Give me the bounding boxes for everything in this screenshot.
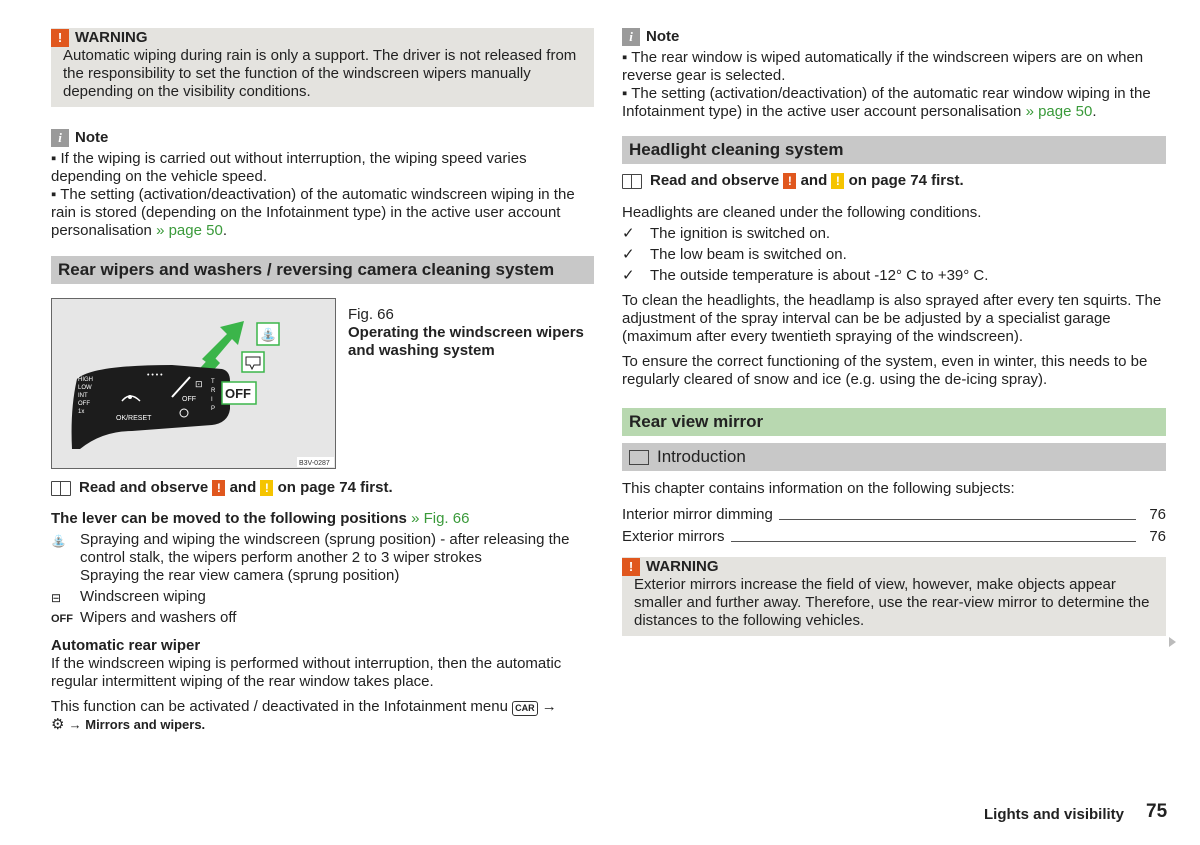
figure-caption-text: Operating the windscreen wipers and washing system [348,324,584,360]
note-icon: i [51,129,69,147]
list-item [51,588,594,606]
note-paragraph: ▪ If the wiping is carried out without interruption, the wiping speed varies depending on the vehicle speed. [51,150,527,186]
spray-wipe-icon: ⛲ [51,534,66,549]
figure-caption [348,306,594,360]
warning-header [51,29,582,47]
right-column [622,28,1166,636]
punctuation: . [1092,103,1097,121]
figure-link[interactable]: » Fig. 66 [411,510,470,528]
warning-title: WARNING [646,558,719,576]
toc-page: 76 [1143,506,1166,524]
check-icon: ✓ [622,267,635,285]
trip-t: T [211,379,215,386]
left-column [51,28,594,734]
headlight-paragraph-2: To ensure the correct functioning of the system, even in winter, this needs to be regularly cleared of snow and ice (e.g. using the de-icing spray). [622,353,1148,389]
wipe-callout [242,352,264,372]
note-header [622,28,1166,46]
check-icon: ✓ [622,225,635,243]
warning-icon: ! [212,480,225,496]
note-text: ▪ The setting (activation/deactivation) of the automatic windscreen wiping in the rain is stored (depending on the Infotainment type) in the active user account personalisation [51,186,575,240]
note-text: ▪ The setting (activation/deactivation) of the automatic rear window wiping in the Infotainment type) in the active user account personalisation [622,85,1151,121]
stalk-label-off: OFF [78,401,90,408]
check-item [622,267,1166,285]
wiper-stalk-illustration [51,298,336,469]
note-title: Note [646,28,680,46]
warning-icon: ! [51,29,69,47]
stalk-label-high: HIGH [78,377,93,384]
page-link[interactable]: » page 50 [1025,103,1093,121]
warning-text: Automatic wiping during rain is only a support. The driver is not released from the responsibility to set the function of the windscreen wipers manually depending on the visibility conditions. [63,47,577,101]
item-text: Spraying and wiping the windscreen (sprung position) - after releasing the control stalk, the wipers perform another 2 to 3 wiper strokes [80,531,570,567]
arrow: → [541,698,557,716]
read-observe-text: Read and observe [79,479,209,497]
note-paragraph-2 [622,85,1166,121]
figure-66 [51,298,594,469]
read-observe-line [51,479,594,497]
stalk-label-int: INT [78,393,88,400]
check-text: The low beam is switched on. [650,246,847,264]
warning-icon: ! [783,173,796,189]
page-link[interactable]: » page 50 [156,222,223,240]
settings-icon: ⚙ [51,716,65,734]
svg-text:⛲: ⛲ [260,328,277,344]
lever-heading-text: The lever can be moved to the following positions [51,510,407,528]
off-icon: OFF [51,613,73,626]
book-icon [51,481,71,496]
section-title: Rear view mirror [622,408,1166,436]
svg-text:⊡: ⊡ [195,379,203,390]
toc-page: 76 [1143,528,1166,546]
read-observe-page: on page 74 first. [277,479,393,497]
ok-reset-label: OK/RESET [116,415,152,423]
toc-label: Interior mirror dimming [622,506,779,524]
infotainment-intro: This function can be activated / deactivated in the Infotainment menu [51,698,508,716]
warning-text: Exterior mirrors increase the field of view, however, make objects appear smaller and further away. Therefore, use the rear-view mirror to determine the distances to the following vehicles. [634,576,1150,630]
stalk-label-low: LOW [78,385,92,392]
headlight-paragraph: To clean the headlights, the headlamp is also sprayed after every ten squirts. The adjustment of the spray interval can be be adjusted by a specialist garage (maximum after every twentieth spraying of the windscreen). [622,292,1162,346]
off-callout-label: OFF [225,386,251,402]
read-observe-and: and [229,479,257,497]
warning-title: WARNING [75,29,148,47]
caution-icon: ! [831,173,844,189]
item-text-2: Spraying the rear view camera (sprung position) [80,567,400,585]
menu-path: → Mirrors and wipers. [68,717,206,733]
warning-header [622,558,1154,576]
auto-rear-text: If the windscreen wiping is performed without interruption, then the automatic regular intermittent wiping of the rear window takes place. [51,655,562,691]
check-text: The ignition is switched on. [650,225,831,243]
headlight-intro: Headlights are cleaned under the following conditions. [622,204,982,222]
read-observe-text: Read and observe [650,172,780,190]
note-paragraph: ▪ The rear window is wiped automatically if the windscreen wipers are on when reverse gear is selected. [622,49,1144,85]
punctuation: . [222,222,227,240]
warning-icon: ! [622,558,640,576]
read-observe-line [622,172,1166,190]
continue-arrow-icon [1169,637,1176,647]
svg-text:OFF: OFF [182,396,196,404]
note-paragraph-2 [51,186,594,240]
check-icon: ✓ [622,246,635,264]
list-item [51,531,594,585]
item-text: Wipers and washers off [80,609,237,627]
stalk-label-1x: 1x [78,409,85,416]
check-item [622,246,1166,264]
check-text: The outside temperature is about -12° C to +39° C. [650,267,989,285]
note-icon: i [622,28,640,46]
read-observe-and: and [800,172,828,190]
figure-code: B3V-0287 [299,460,330,468]
warning-box [622,557,1166,636]
list-item [51,609,594,627]
note-title: Note [75,129,109,147]
toc-entry[interactable] [622,528,1166,548]
footer-chapter-title: Lights and visibility [984,806,1125,823]
infotainment-text [51,698,594,734]
book-icon [622,174,642,189]
section-title: Rear wipers and washers / reversing camera cleaning system [51,256,594,284]
caution-icon: ! [260,480,273,496]
trip-i: I [211,397,213,404]
book-icon [629,450,649,465]
figure-label: Fig. 66 [348,306,394,324]
page-number: 75 [1146,801,1168,822]
read-observe-page: on page 74 first. [848,172,964,190]
lever-heading [51,510,594,528]
car-button-icon: CAR [512,701,538,716]
trip-r: R [211,388,216,395]
subsection-title [622,443,1166,471]
svg-text:• • • •: • • • • [147,372,163,380]
intro-text: This chapter contains information on the following subjects: [622,480,1015,498]
note-header [51,129,594,147]
toc-label: Exterior mirrors [622,528,731,546]
wipe-icon: ⊟ [51,591,62,606]
trip-p: P [211,406,216,413]
section-title: Headlight cleaning system [622,136,1166,164]
item-text: Windscreen wiping [80,588,206,606]
check-item [622,225,1166,243]
wiper-stalk-drawing [52,299,335,468]
toc-entry[interactable] [622,506,1166,526]
auto-rear-heading: Automatic rear wiper [51,637,201,655]
subsection-title-text: Introduction [657,447,746,467]
warning-box [51,28,594,107]
